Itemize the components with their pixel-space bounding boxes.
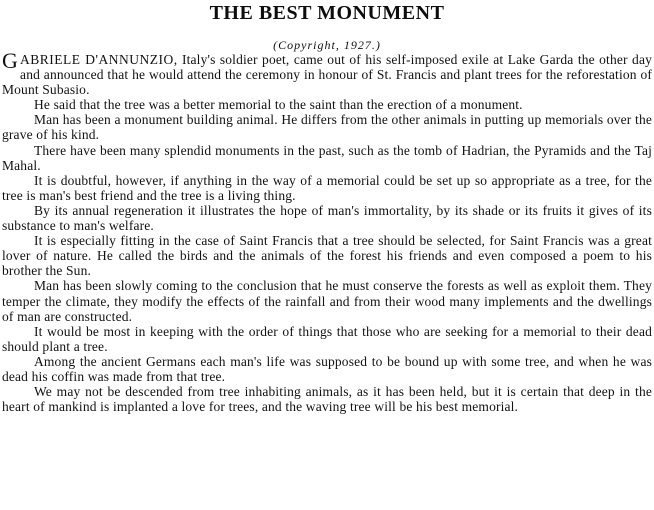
paragraph: It is especially fitting in the case of Saint Francis that a tree should be selected, for Saint Francis was a great lover of nature. He called the birds and the animals of the forest his friends and even composed a poem to his brother the Sun. — [2, 233, 652, 279]
paragraph: Among the ancient Germans each man's life was supposed to be bound up with some tree, and when he was dead his coffin was made from that tree. — [2, 353, 652, 384]
paragraph: By its annual regeneration it illustrates the hope of man's immortality, by its shade or its fruits it gives of its substance to man's welfare. — [2, 202, 652, 234]
article-body — [2, 48, 652, 415]
paragraph: It would be most in keeping with the order of things that those who are seeking for a memorial to their dead should plant a tree. — [2, 323, 652, 354]
lead-text: Italy's soldier poet, came out of his self-imposed exile at Lake Garda the other day and announced that he would attend the ceremony in honour of St. Francis and plant trees for the reforestation of Mount Subasio. — [2, 52, 652, 98]
copyright-line: (Copyright, 1927.) — [273, 38, 381, 52]
paragraph: We may not be descended from tree inhabiting animals, as it has been held, but it is certain that deep in the heart of mankind is implanted a love for trees, and the waving tree will be his best memorial. — [2, 384, 652, 415]
lead-name: ABRIELE D'ANNUNZIO, — [20, 52, 178, 67]
paragraph: It is doubtful, however, if anything in the way of a memorial could be set up so appropriate as a tree, for the tree is man's best friend and the tree is a living thing. — [2, 172, 652, 203]
paragraph: Man has been a monument building animal. He differs from the other animals in putting up memorials over the grave of his kind. — [2, 112, 652, 143]
paragraph: There have been many splendid monuments in the past, such as the tomb of Hadrian, the Pyramids and the Taj Mahal. — [2, 142, 652, 173]
paragraph: Man has been slowly coming to the conclusion that he must conserve the forests as well as exploit them. They temper the climate, they modify the effects of the rainfall and from their wood many implements and the dwellings of man are constructed. — [2, 278, 652, 324]
drop-cap: G — [2, 48, 19, 73]
paragraph: He said that the tree was a better memorial to the saint than the erection of a monument. — [34, 97, 523, 113]
headline: THE BEST MONUMENT — [209, 2, 445, 24]
lead-paragraph — [2, 48, 652, 98]
